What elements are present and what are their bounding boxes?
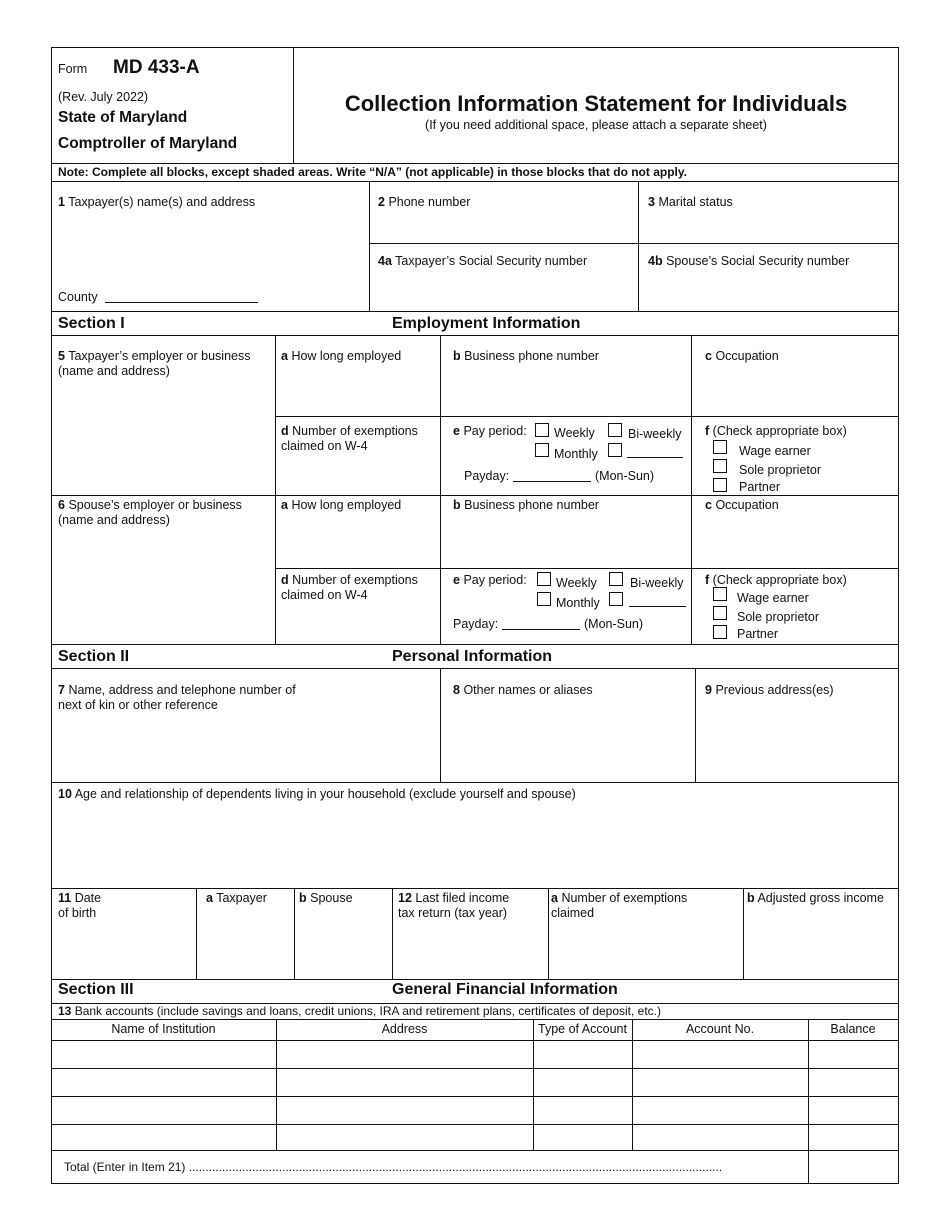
total-balance-field[interactable] <box>809 1151 898 1183</box>
pay-weekly-label: Weekly <box>554 426 595 440</box>
spouse-partner-label: Partner <box>737 627 778 641</box>
table-row[interactable] <box>52 1069 898 1096</box>
field-11-date-of-birth: 11 Date of birth <box>58 891 102 920</box>
section-3-title: General Financial Information <box>392 981 618 998</box>
sole-proprietor-label: Sole proprietor <box>739 463 821 477</box>
field-9-previous-addresses[interactable]: 9 Previous address(es) <box>705 683 834 697</box>
section-1-title: Employment Information <box>392 315 581 332</box>
spouse-payday-hint: (Mon-Sun) <box>584 617 644 631</box>
field-5e-pay-period-label: e Pay period: <box>453 424 527 438</box>
pay-biweekly-label: Bi-weekly <box>628 427 682 441</box>
partner-label: Partner <box>739 480 780 494</box>
spouse-pay-weekly-checkbox[interactable] <box>537 572 551 586</box>
spouse-pay-monthly-checkbox[interactable] <box>537 592 551 606</box>
table-row[interactable] <box>52 1097 898 1124</box>
field-13-bank-accounts-label: 13 Bank accounts (include savings and loans, credit unions, IRA and retirement plans, certificates of deposit, etc.) <box>58 1004 662 1018</box>
form-subtitle: (If you need additional space, please attach a separate sheet) <box>425 118 767 132</box>
field-11a-taxpayer-dob[interactable]: a Taxpayer <box>206 891 267 905</box>
form-prefix: Form <box>58 62 88 76</box>
payday-label: Payday: <box>464 469 510 483</box>
spouse-pay-other-field[interactable] <box>629 606 686 607</box>
section-1-heading: Section I <box>58 315 125 332</box>
county-label: County <box>58 290 98 304</box>
payday-hint: (Mon-Sun) <box>595 469 655 483</box>
column-header-account-number: Account No. <box>685 1022 755 1036</box>
table-row[interactable] <box>52 1125 898 1150</box>
pay-monthly-label: Monthly <box>554 447 598 461</box>
spouse-partner-checkbox[interactable] <box>713 625 727 639</box>
form-title: Collection Information Statement for Individuals <box>344 91 848 116</box>
wage-earner-label: Wage earner <box>739 444 811 458</box>
field-3-marital-status[interactable]: 3 Marital status <box>648 195 733 209</box>
field-11b-spouse-dob[interactable]: b Spouse <box>299 891 353 905</box>
spouse-wage-earner-checkbox[interactable] <box>713 587 727 601</box>
pay-other-field[interactable] <box>627 457 683 458</box>
instructions-note: Note: Complete all blocks, except shaded areas. Write “N/A” (not applicable) in those blocks that do not apply. <box>58 165 688 179</box>
field-6b-business-phone[interactable]: b Business phone number <box>453 498 599 512</box>
spouse-payday-label: Payday: <box>453 617 499 631</box>
field-8-other-names[interactable]: 8 Other names or aliases <box>453 683 593 697</box>
field-5a-how-long-employed[interactable]: a How long employed <box>281 349 402 363</box>
field-6e-pay-period-label: e Pay period: <box>453 573 527 587</box>
field-7-next-of-kin[interactable]: 7 Name, address and telephone number of next of kin or other reference <box>58 683 296 712</box>
payday-field[interactable] <box>513 481 591 482</box>
field-2-phone-number[interactable]: 2 Phone number <box>378 195 471 209</box>
wage-earner-checkbox[interactable] <box>713 440 727 454</box>
agency-name: Comptroller of Maryland <box>58 135 238 152</box>
field-6d-exemptions-w4[interactable]: d Number of exemptions claimed on W-4 <box>281 573 418 602</box>
field-1-taxpayer-name-address[interactable]: 1 Taxpayer(s) name(s) and address <box>58 195 256 209</box>
spouse-pay-other-checkbox[interactable] <box>609 592 623 606</box>
spouse-payday-field[interactable] <box>502 629 580 630</box>
spouse-wage-earner-label: Wage earner <box>737 591 809 605</box>
spouse-pay-monthly-label: Monthly <box>556 596 600 610</box>
field-4b-spouse-ssn[interactable]: 4b Spouse’s Social Security number <box>648 254 850 268</box>
field-12b-adjusted-gross-income[interactable]: b Adjusted gross income <box>747 891 884 905</box>
field-5c-occupation[interactable]: c Occupation <box>705 349 779 363</box>
form-number: MD 433-A <box>113 57 200 78</box>
field-6a-how-long-employed[interactable]: a How long employed <box>281 498 402 512</box>
partner-checkbox[interactable] <box>713 478 727 492</box>
state-name: State of Maryland <box>58 109 188 126</box>
pay-weekly-checkbox[interactable] <box>535 423 549 437</box>
pay-other-checkbox[interactable] <box>608 443 622 457</box>
section-2-title: Personal Information <box>392 648 553 665</box>
spouse-pay-biweekly-checkbox[interactable] <box>609 572 623 586</box>
table-row[interactable] <box>52 1041 898 1068</box>
spouse-pay-biweekly-label: Bi-weekly <box>630 576 684 590</box>
field-5-taxpayer-employer[interactable]: 5 Taxpayer’s employer or business (name and address) <box>58 349 251 378</box>
section-2-heading: Section II <box>58 648 130 665</box>
pay-biweekly-checkbox[interactable] <box>608 423 622 437</box>
pay-monthly-checkbox[interactable] <box>535 443 549 457</box>
column-header-address: Address <box>381 1022 428 1036</box>
spouse-sole-proprietor-checkbox[interactable] <box>713 606 727 620</box>
field-4a-taxpayer-ssn[interactable]: 4a Taxpayer’s Social Security number <box>378 254 588 268</box>
total-label: Total (Enter in Item 21) ................................................................................................................................................................ <box>64 1160 723 1174</box>
field-5b-business-phone[interactable]: b Business phone number <box>453 349 599 363</box>
revision-date: (Rev. July 2022) <box>58 90 149 104</box>
column-header-institution: Name of Institution <box>111 1022 216 1036</box>
field-5d-exemptions-w4[interactable]: d Number of exemptions claimed on W-4 <box>281 424 418 453</box>
field-12-last-tax-return[interactable]: 12 Last filed income tax return (tax year) <box>398 891 510 920</box>
field-6c-occupation[interactable]: c Occupation <box>705 498 779 512</box>
spouse-pay-weekly-label: Weekly <box>556 576 597 590</box>
column-header-balance: Balance <box>830 1022 876 1036</box>
field-12a-exemptions-claimed[interactable]: a Number of exemptions claimed <box>551 891 688 920</box>
county-field[interactable] <box>105 302 258 303</box>
section-3-heading: Section III <box>58 981 134 998</box>
field-6-spouse-employer[interactable]: 6 Spouse’s employer or business (name and address) <box>58 498 242 527</box>
spouse-sole-proprietor-label: Sole proprietor <box>737 610 819 624</box>
field-10-dependents[interactable]: 10 Age and relationship of dependents living in your household (exclude yourself and spouse) <box>58 787 576 801</box>
sole-proprietor-checkbox[interactable] <box>713 459 727 473</box>
field-6f-employment-type-label: f (Check appropriate box) <box>705 573 847 587</box>
field-5f-employment-type-label: f (Check appropriate box) <box>705 424 847 438</box>
column-header-account-type: Type of Account <box>538 1022 627 1036</box>
